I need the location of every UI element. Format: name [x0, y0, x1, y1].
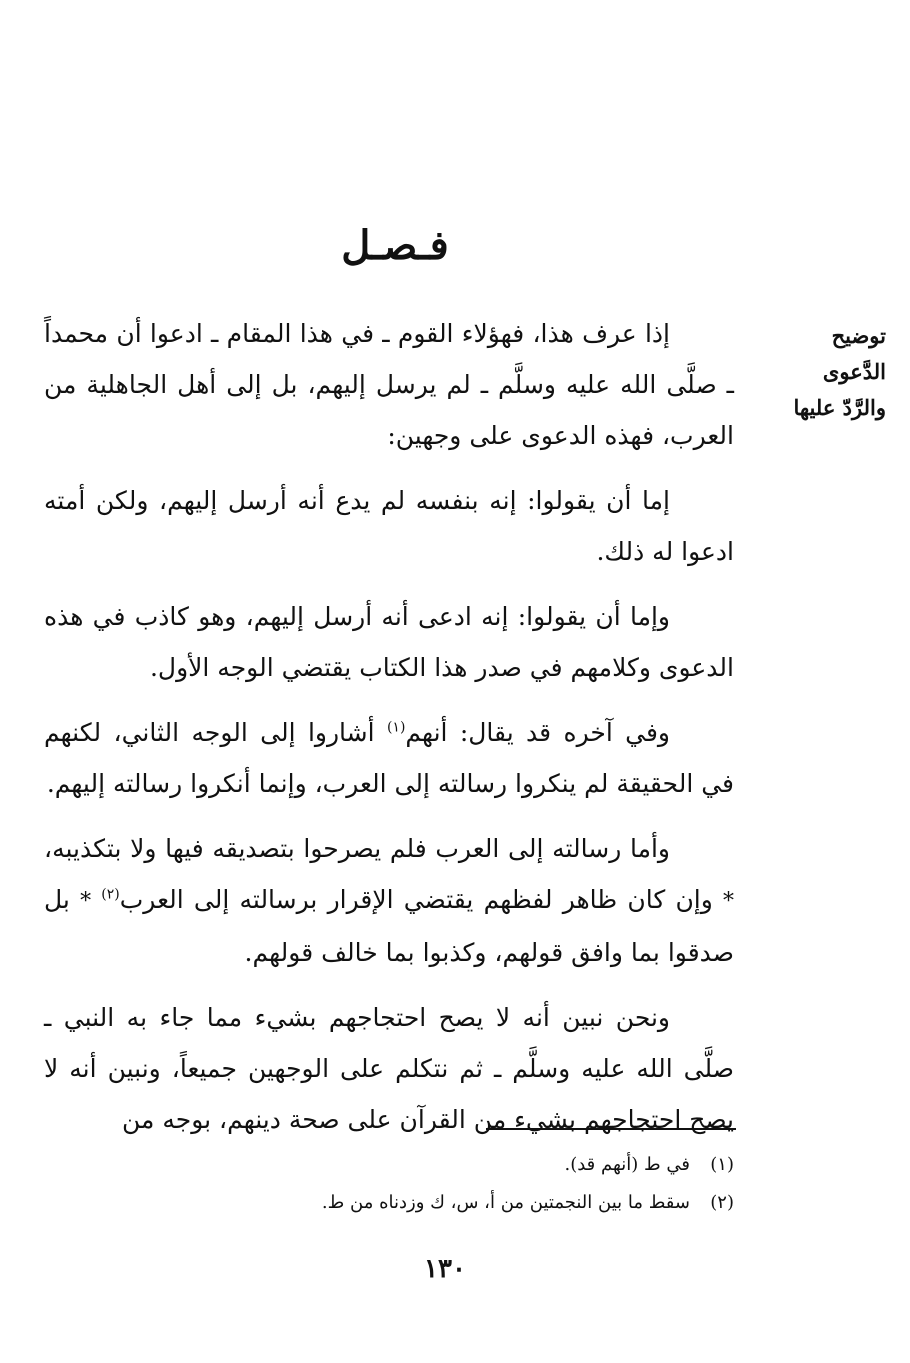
footnote-1 — [44, 1146, 734, 1184]
footnote-2-text: سقط ما بين النجمتين من أ، س، ك وزدناه من ط. — [321, 1192, 690, 1213]
paragraph-5-text-a: وأما رسالته إلى العرب فلم يصرحوا بتصديقه فيها ولا بتكذيبه، — [44, 834, 670, 863]
footnote-1-number: (١) — [710, 1154, 734, 1175]
paragraph-6: ونحن نبين أنه لا يصح احتجاجهم بشيء مما جاء به النبي ـ صلَّى الله عليه وسلَّم ـ ثم نتكلم على الوجهين جميعاً، ونبين أنه لا يصح احتجاجهم بشيء من القرآن على صحة دينهم، بوجه من — [44, 1003, 734, 1134]
paragraph-5-text-c: بل صدقوا بما وافق قولهم، وكذبوا بما خالف قولهم. — [44, 885, 734, 967]
footnote-2 — [44, 1184, 734, 1222]
margin-note-line-1: توضيح الدَّعوى — [822, 323, 886, 384]
footnote-2-number: (٢) — [710, 1192, 734, 1213]
footnote-ref-1: (١) — [386, 719, 406, 736]
paragraph-3: وإما أن يقولوا: إنه ادعى أنه أرسل إليهم، وهو كاذب في هذه الدعوى وكلامهم في صدر هذا الكتاب يقتضي الوجه الأول. — [44, 602, 734, 682]
paragraph-5-text-b: وإن كان ظاهر لفظهم يقتضي الإقرار برسالته إلى العرب — [119, 885, 724, 914]
paragraph-5 — [44, 823, 734, 978]
section-heading: فـصـل — [341, 222, 449, 269]
star-mark-close: * — [80, 889, 92, 914]
footnote-1-text: في ط (أنهم قد). — [564, 1154, 690, 1175]
paragraph-4 — [44, 707, 734, 809]
paragraph-4-text-a: وفي آخره قد يقال: أنهم — [405, 718, 671, 747]
footnote-divider — [486, 1128, 736, 1130]
footnote-ref-2: (٢) — [101, 886, 120, 903]
paragraph-2: إما أن يقولوا: إنه بنفسه لم يدع أنه أرسل إليهم، ولكن أمته ادعوا له ذلك. — [44, 486, 734, 566]
page-number: ١٣٠ — [424, 1254, 466, 1284]
star-mark-open: * — [723, 889, 735, 914]
margin-note — [766, 318, 886, 426]
footnotes — [44, 1146, 734, 1222]
margin-note-line-2: والرَّدّ عليها — [793, 395, 886, 420]
paragraph-4-text-b: أشاروا إلى الوجه الثاني، لكنهم في الحقيقة لم ينكروا رسالته إلى العرب، وإنما أنكروا رسالته إليهم. — [44, 718, 734, 798]
main-text — [44, 308, 734, 1159]
paragraph-1: إذا عرف هذا، فهؤلاء القوم ـ في هذا المقام ـ ادعوا أن محمداً ـ صلَّى الله عليه وسلَّم ـ لم يرسل إليهم، بل إلى أهل الجاهلية من العرب، فهذه الدعوى على وجهين: — [44, 319, 734, 450]
